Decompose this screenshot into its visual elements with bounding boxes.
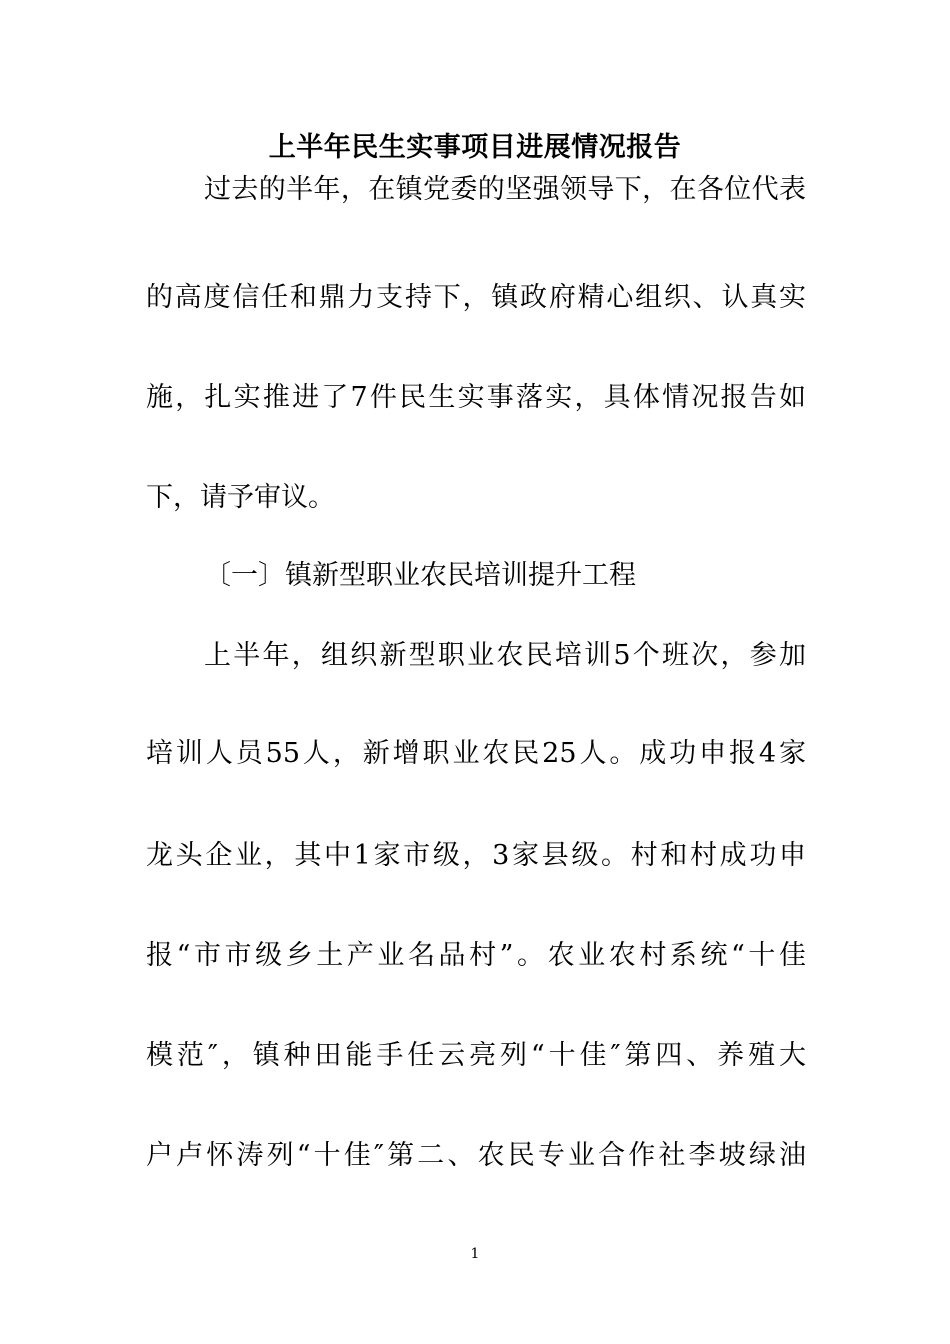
- section-heading: 〔一〕镇新型职业农民培训提升工程: [204, 560, 636, 591]
- document-title: 上半年民生实事项目进展情况报告: [268, 132, 682, 163]
- paragraph-line-4: 下，请予审议。: [146, 482, 335, 513]
- paragraph-line-2: 的高度信任和鼎力支持下，镇政府精心组织、认真实: [146, 282, 806, 313]
- paragraph-line-1: 过去的半年，在镇党委的坚强领导下，在各位代表: [204, 174, 806, 205]
- paragraph-line-3: 施，扎实推进了7件民生实事落实，具体情况报告如: [146, 382, 806, 413]
- page-number: 1: [470, 1246, 480, 1262]
- paragraph-line-10: 户卢怀涛列“十佳″第二、农民专业合作社李坡绿油: [146, 1140, 806, 1171]
- paragraph-line-9: 模范″，镇种田能手任云亮列“十佳″第四、养殖大: [146, 1040, 806, 1071]
- paragraph-line-5: 上半年，组织新型职业农民培训5个班次，参加: [204, 640, 806, 671]
- paragraph-line-7: 龙头企业，其中1家市级，3家县级。村和村成功申: [146, 840, 806, 871]
- paragraph-line-6: 培训人员55人，新增职业农民25人。成功申报4家: [146, 738, 806, 769]
- paragraph-line-8: 报“市市级乡土产业名品村”。农业农村系统“十佳: [146, 940, 806, 971]
